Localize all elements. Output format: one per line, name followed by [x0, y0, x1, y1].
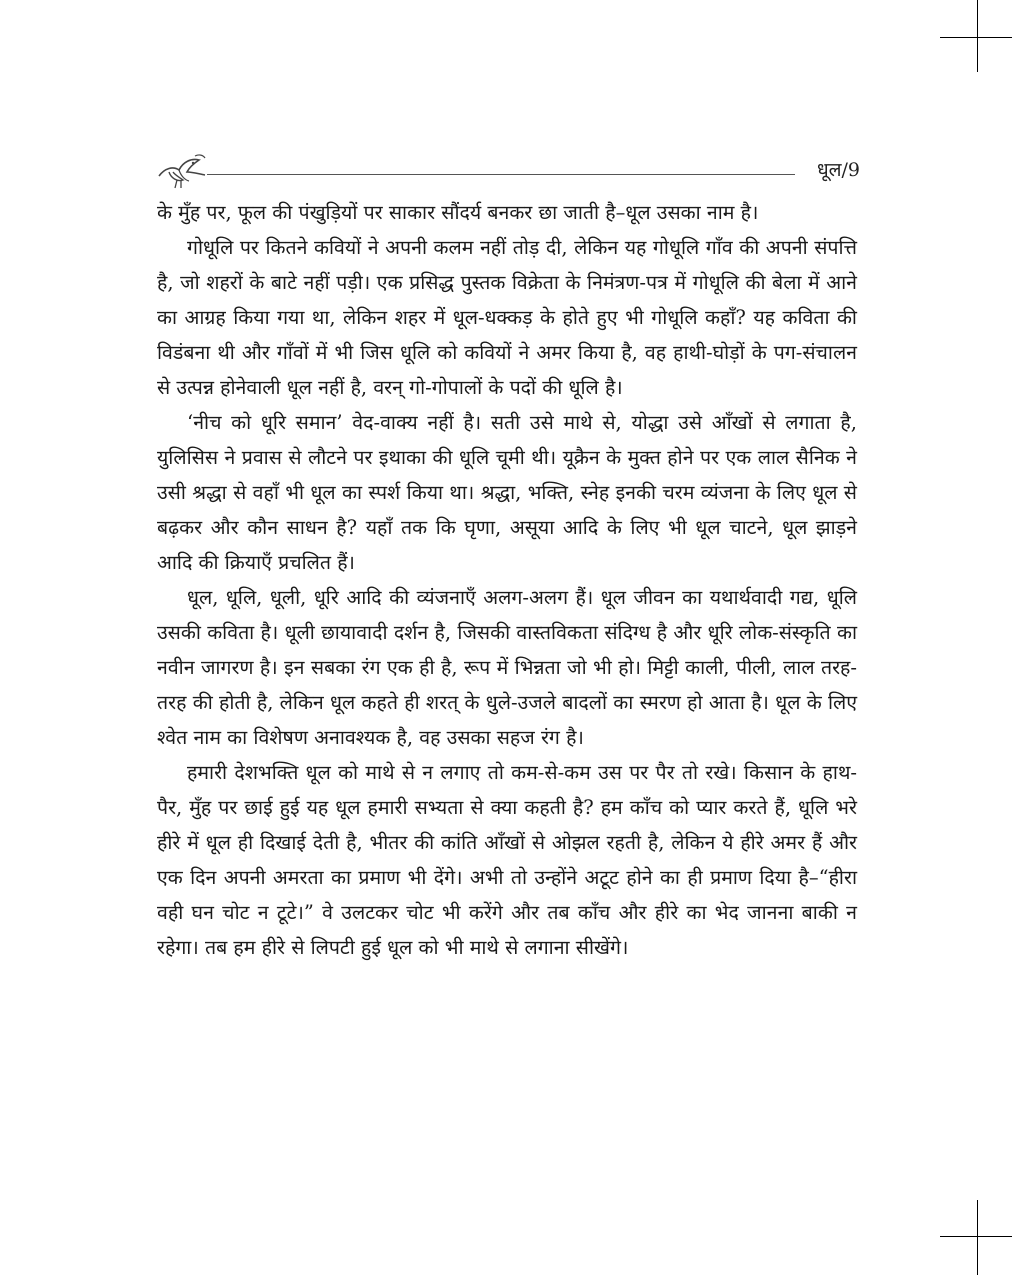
- crop-mark-top-right-vertical: [977, 0, 978, 72]
- paragraph: के मुँह पर, फूल की पंखुड़ियों पर साकार सौंदर्य बनकर छा जाती है–धूल उसका नाम है।: [157, 201, 759, 224]
- bird-ornament-icon: [155, 150, 207, 190]
- paragraph: गोधूलि पर कितने कवियों ने अपनी कलम नहीं तोड़ दी, लेकिन यह गोधूलि गाँव की अपनी संपत्ति है, जो शहरों के बाटे नहीं पड़ी। एक प्रसिद्ध पुस्तक विक्रेता के निमंत्रण-पत्र में गोधूलि की बेला में आने का आग्रह किया गया था, लेकिन शहर में धूल-धक्कड़ के होते हुए भी गोधूलि कहाँ? यह कविता की विडंबना थी और गाँवों में भी जिस धूलि को कवियों ने अमर किया है, वह हाथी-घोड़ों के पग-संचालन से उत्पन्न होनेवाली धूल नहीं है, वरन् गो-गोपालों के पदों की धूलि है।: [157, 236, 857, 399]
- crop-mark-bottom-right-vertical: [977, 1200, 978, 1275]
- body-text: [157, 195, 857, 965]
- crop-mark-top-right-horizontal: [940, 37, 1012, 38]
- paragraph: धूल, धूलि, धूली, धूरि आदि की व्यंजनाएँ अलग-अलग हैं। धूल जीवन का यथार्थवादी गद्य, धूलि उसकी कविता है। धूली छायावादी दर्शन है, जिसकी वास्तविकता संदिग्ध है और धूरि लोक-संस्कृति का नवीन जागरण है। इन सबका रंग एक ही है, रूप में भिन्नता जो भी हो। मिट्टी काली, पीली, लाल तरह-तरह की होती है, लेकिन धूल कहते ही शरत् के धुले-उजले बादलों का स्मरण हो आता है। धूल के लिए श्वेत नाम का विशेषण अनावश्यक है, वह उसका सहज रंग है।: [157, 586, 857, 749]
- header-rule: [207, 174, 795, 175]
- paragraph: ‘नीच को धूरि समान’ वेद-वाक्य नहीं है। सती उसे माथे से, योद्धा उसे आँखों से लगाता है, युलिसिस ने प्रवास से लौटने पर इथाका की धूलि चूमी थी। यूक्रैन के मुक्त होने पर एक लाल सैनिक ने उसी श्रद्धा से वहाँ भी धूल का स्पर्श किया था। श्रद्धा, भक्ति, स्नेह इनकी चरम व्यंजना के लिए धूल से बढ़कर और कौन साधन है? यहाँ तक कि घृणा, असूया आदि के लिए भी धूल चाटने, धूल झाड़ने आदि की क्रियाएँ प्रचलित हैं।: [157, 411, 857, 574]
- paragraph: हमारी देशभक्ति धूल को माथे से न लगाए तो कम-से-कम उस पर पैर तो रखे। किसान के हाथ-पैर, मुँह पर छाई हुई यह धूल हमारी सभ्यता से क्या कहती है? हम काँच को प्यार करते हैं, धूलि भरे हीरे में धूल ही दिखाई देती है, भीतर की कांति आँखों से ओझल रहती है, लेकिन ये हीरे अमर हैं और एक दिन अपनी अमरता का प्रमाण भी देंगे। अभी तो उन्होंने अटूट होने का ही प्रमाण दिया है–“हीरा वही घन चोट न टूटे।” वे उलटकर चोट भी करेंगे और तब काँच और हीरे का भेद जानना बाकी न रहेगा। तब हम हीरे से लिपटी हुई धूल को भी माथे से लगाना सीखेंगे।: [157, 761, 857, 959]
- crop-mark-bottom-right-horizontal: [940, 1236, 1012, 1237]
- page-header: [155, 150, 860, 190]
- running-head: धूल/9: [816, 159, 860, 181]
